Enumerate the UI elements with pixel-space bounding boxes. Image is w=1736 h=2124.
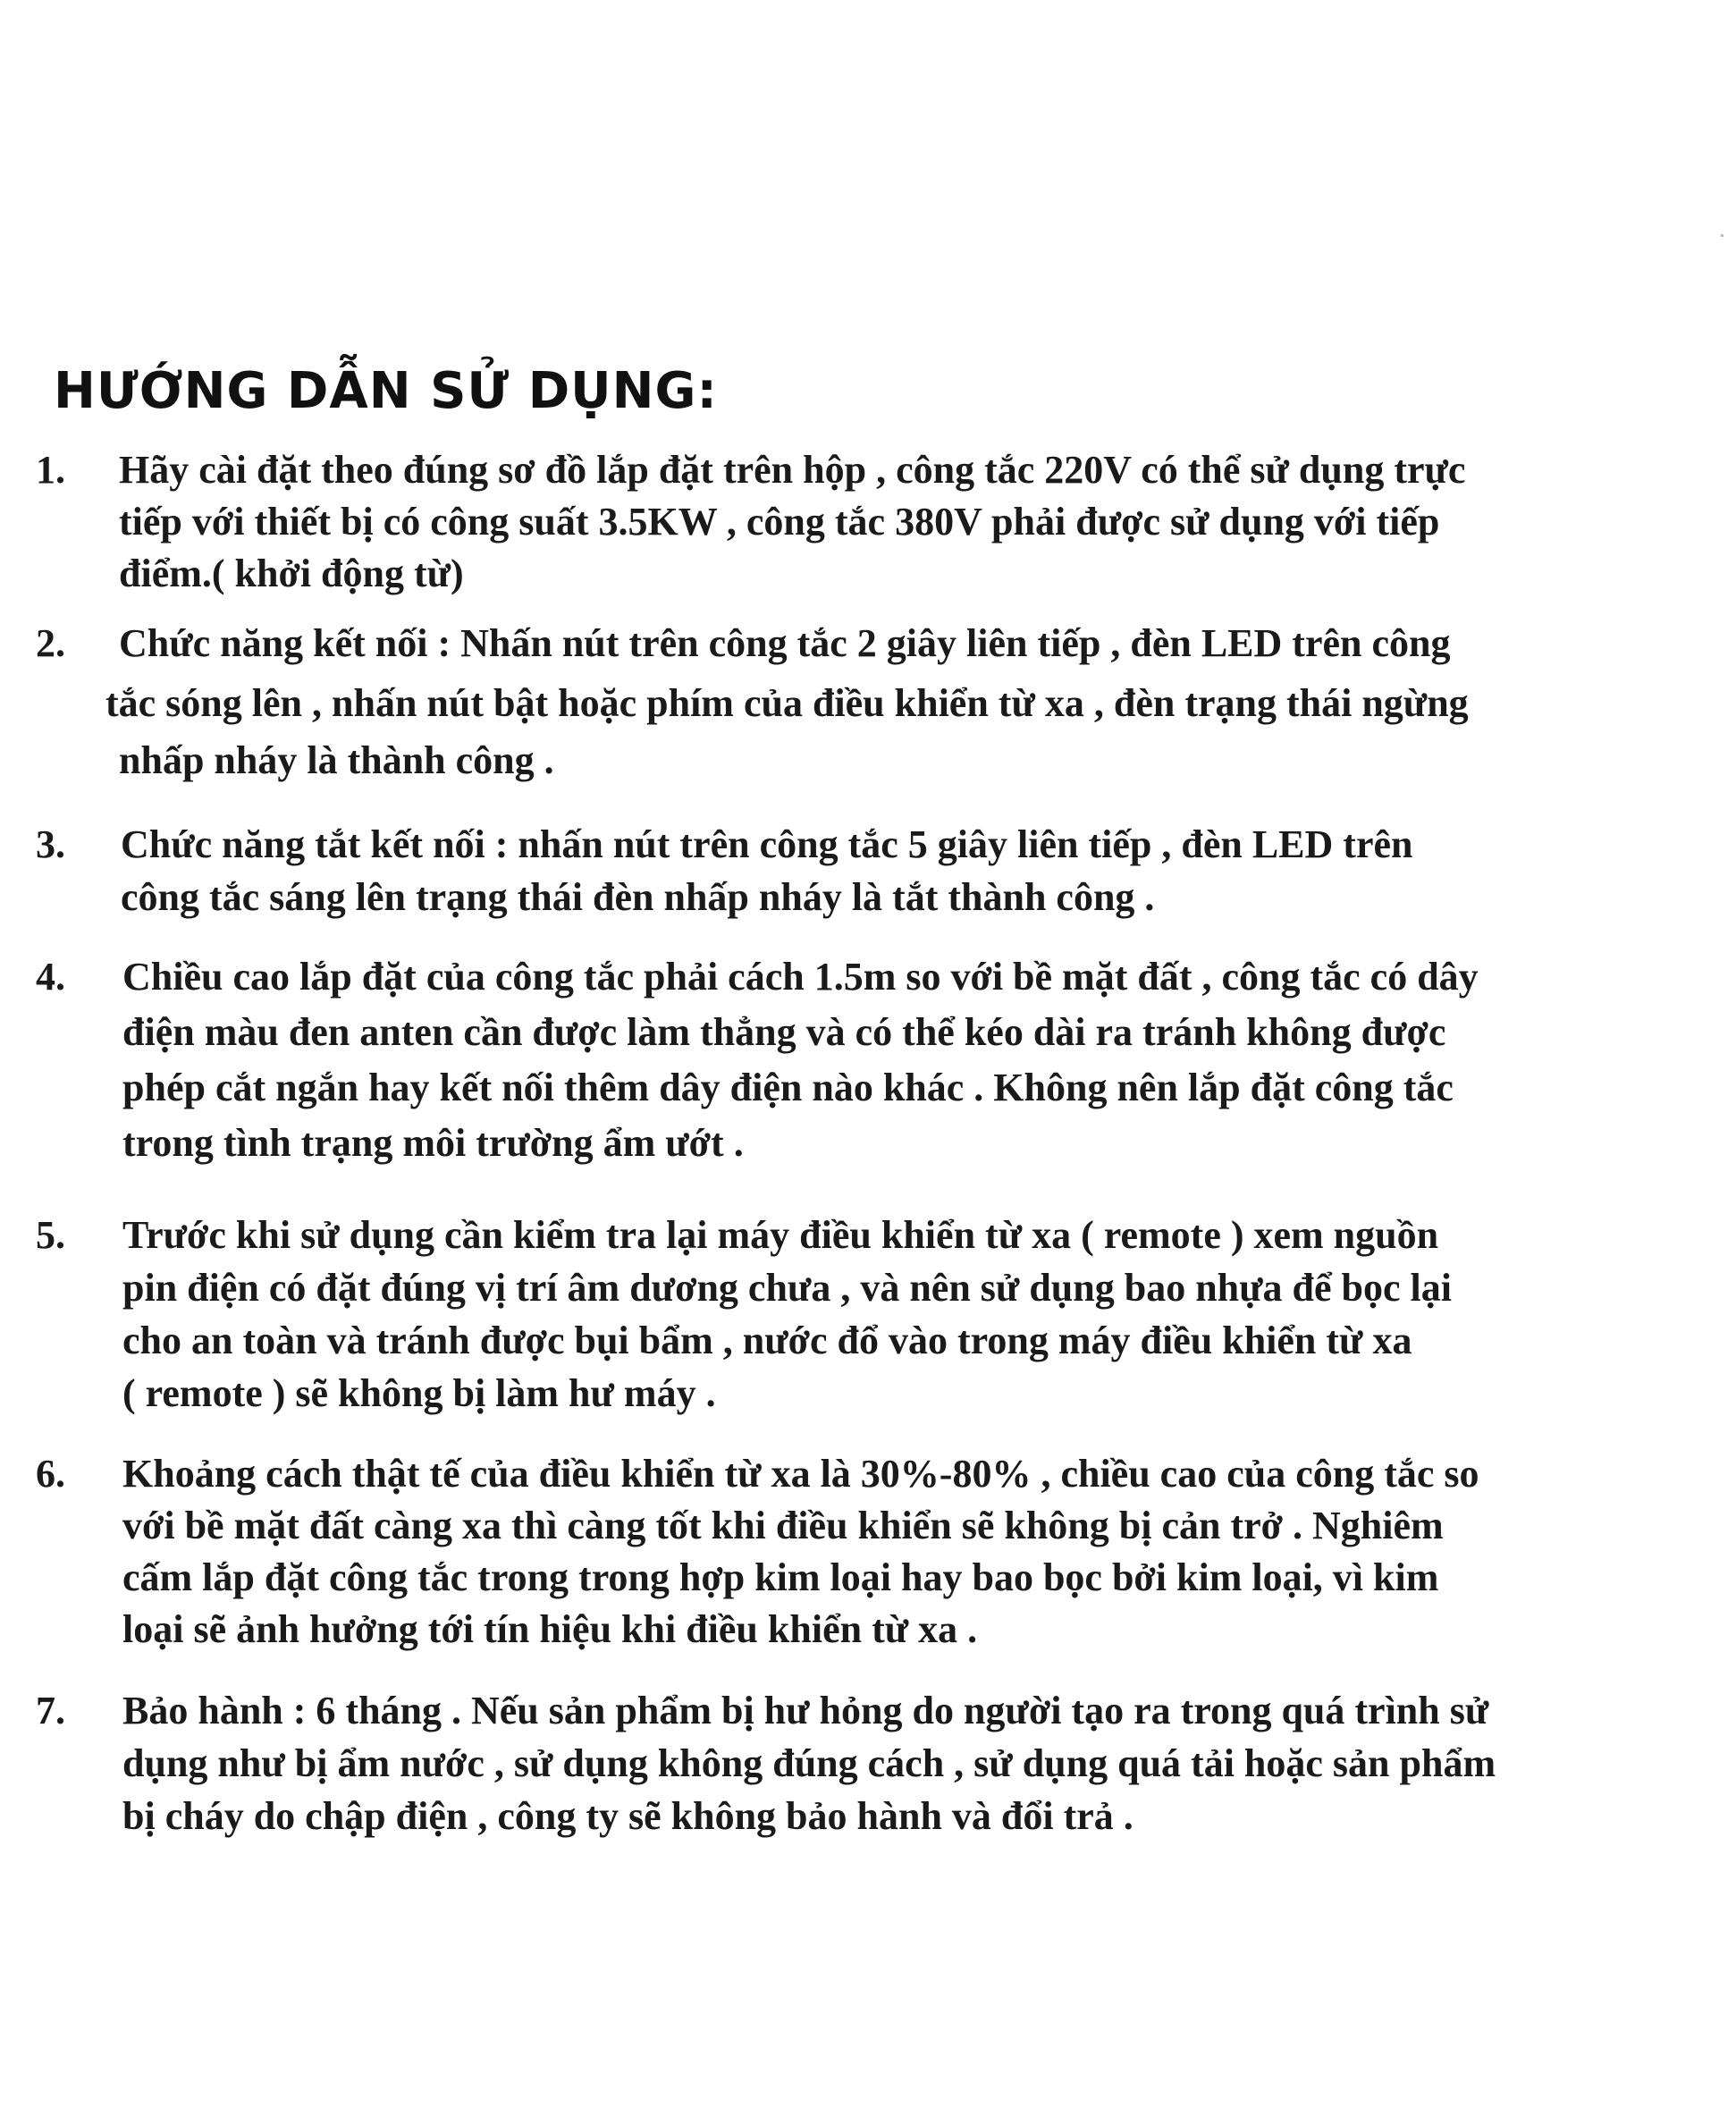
item-line: tắc sóng lên , nhấn nút bật hoặc phím của điều khiển từ xa , đèn trạng thái ngừng <box>105 681 1469 725</box>
item-line: trong tình trạng môi trường ẩm ướt . <box>122 1121 744 1165</box>
item-line: Chức năng tắt kết nối : nhấn nút trên công tắc 5 giây liên tiếp , đèn LED trên <box>121 822 1413 866</box>
item-line: pin điện có đặt đúng vị trí âm dương chưa , và nên sử dụng bao nhựa để bọc lại <box>122 1266 1452 1310</box>
item-number: 4. <box>36 955 65 999</box>
item-line: cấm lắp đặt công tắc trong trong hợp kim loại hay bao bọc bởi kim loại, vì kim <box>122 1555 1439 1599</box>
item-line: phép cắt ngắn hay kết nối thêm dây điện nào khác . Không nên lắp đặt công tắc <box>122 1066 1454 1109</box>
item-line: Khoảng cách thật tế của điều khiển từ xa là 30%-80% , chiều cao của công tắc so <box>122 1452 1479 1496</box>
item-line: loại sẽ ảnh hưởng tới tín hiệu khi điều khiển từ xa . <box>122 1607 978 1651</box>
item-line: với bề mặt đất càng xa thì càng tốt khi điều khiển sẽ không bị cản trở . Nghiêm <box>122 1504 1444 1547</box>
item-number: 7. <box>36 1689 65 1732</box>
item-line: ( remote ) sẽ không bị làm hư máy . <box>122 1371 716 1415</box>
item-line: tiếp với thiết bị có công suất 3.5KW , công tắc 380V phải được sử dụng với tiếp <box>119 500 1440 544</box>
item-line: Chiều cao lắp đặt của công tắc phải cách 1.5m so với bề mặt đất , công tắc có dây <box>122 955 1479 999</box>
item-line: bị cháy do chập điện , công ty sẽ không bảo hành và đổi trả . <box>122 1794 1133 1838</box>
scan-speck <box>1721 234 1723 237</box>
item-number: 3. <box>36 822 65 866</box>
item-line: Bảo hành : 6 tháng . Nếu sản phẩm bị hư hỏng do người tạo ra trong quá trình sử <box>122 1689 1489 1732</box>
item-line: nhấp nháy là thành công . <box>119 738 554 782</box>
item-line: dụng như bị ẩm nước , sử dụng không đúng cách , sử dụng quá tải hoặc sản phẩm <box>122 1741 1496 1785</box>
item-line: Trước khi sử dụng cần kiểm tra lại máy điều khiển từ xa ( remote ) xem nguồn <box>122 1213 1439 1257</box>
item-line: điện màu đen anten cần được làm thẳng và có thể kéo dài ra tránh không được <box>122 1010 1446 1054</box>
item-number: 6. <box>36 1452 65 1496</box>
item-number: 1. <box>36 448 65 492</box>
item-line: Hãy cài đặt theo đúng sơ đồ lắp đặt trên hộp , công tắc 220V có thể sử dụng trực <box>119 448 1466 492</box>
item-line: cho an toàn và tránh được bụi bẩm , nước đổ vào trong máy điều khiển từ xa <box>122 1319 1412 1362</box>
item-line: điểm.( khởi động từ) <box>119 552 464 595</box>
item-line: Chức năng kết nối : Nhấn nút trên công tắc 2 giây liên tiếp , đèn LED trên công <box>119 621 1451 665</box>
page-title: HƯỚNG DẪN SỬ DỤNG: <box>54 362 718 420</box>
item-number: 2. <box>36 621 65 665</box>
item-number: 5. <box>36 1213 65 1257</box>
item-line: công tắc sáng lên trạng thái đèn nhấp nháy là tắt thành công . <box>121 875 1155 919</box>
